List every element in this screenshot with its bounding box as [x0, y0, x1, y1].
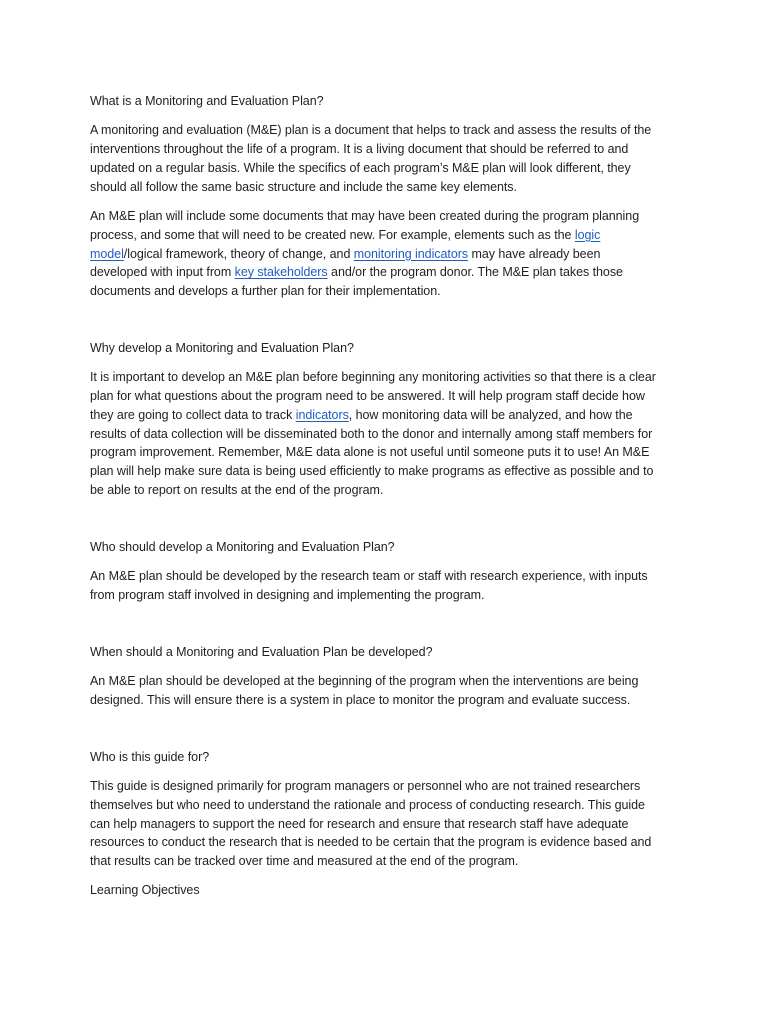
text-run: plan will help make sure data is being used efficiently to make programs as effective as possible and to [90, 464, 654, 479]
text-line [90, 833, 695, 852]
text-run: be able to report on results at the end of the program. [90, 483, 384, 498]
document-body [90, 92, 695, 900]
text-run: It is important to develop an M&E plan before beginning any monitoring activities so that there is a clear [90, 370, 656, 385]
text-line [90, 178, 695, 197]
text-run: and/or the program donor. The M&E plan takes those [327, 265, 623, 280]
text-run: updated on a regular basis. While the specifics of each program’s M&E plan will look different, they [90, 160, 631, 175]
text-run: interventions throughout the life of a program. It is a living document that should be referred to and [90, 142, 629, 157]
hyperlink[interactable]: logic [574, 227, 601, 242]
paragraph [90, 121, 695, 196]
paragraph [90, 368, 695, 500]
text-run: themselves but who need to understand the rationale and process of conducting research. This guide [90, 797, 645, 812]
text-line [90, 368, 695, 387]
section-heading: Why develop a Monitoring and Evaluation Plan? [90, 340, 354, 355]
text-run: results of data collection will be disseminated both to the donor and internally among staff members for [90, 426, 653, 441]
text-line [90, 777, 695, 796]
text-run: resources to conduct the research that is needed to be certain that the program is evidence based and [90, 835, 652, 850]
text-line [90, 245, 695, 264]
section-spacer [90, 710, 695, 748]
text-run: from program staff involved in designing and implementing the program. [90, 587, 485, 602]
text-run: can help managers to support the need for research and ensure that research staff have adequate [90, 816, 629, 831]
text-line [90, 815, 695, 834]
text-run: documents and develops a further plan for their implementation. [90, 284, 441, 299]
text-run: may have already been [468, 246, 601, 261]
section-spacer [90, 301, 695, 339]
text-run: , how monitoring data will be analyzed, and how the [348, 407, 633, 422]
hyperlink[interactable]: model [90, 246, 124, 261]
paragraph [90, 567, 695, 605]
text-line [90, 586, 695, 605]
text-run: program improvement. Remember, M&E data alone is not useful until someone puts it to use! An M&E [90, 445, 650, 460]
text-line [90, 387, 695, 406]
hyperlink[interactable]: monitoring indicators [353, 246, 469, 261]
text-line [90, 672, 695, 691]
text-line [90, 121, 695, 140]
text-run: developed with input from [90, 265, 235, 280]
paragraph [90, 777, 695, 871]
text-line [90, 159, 695, 178]
paragraph [90, 881, 695, 900]
text-line [90, 406, 695, 425]
text-run: A monitoring and evaluation (M&E) plan is a document that helps to track and assess the results of the [90, 123, 652, 138]
section-spacer [90, 500, 695, 538]
section-heading: When should a Monitoring and Evaluation Plan be developed? [90, 644, 433, 659]
text-run: they are going to collect data to track [90, 407, 296, 422]
text-run: should all follow the same basic structure and include the same key elements. [90, 179, 517, 194]
text-run: designed. This will ensure there is a system in place to monitor the program and evaluate success. [90, 692, 631, 707]
text-line [90, 567, 695, 586]
text-run: process, and some that will need to be created new. For example, elements such as the [90, 227, 575, 242]
text-line [90, 881, 695, 900]
text-run: An M&E plan will include some documents that may have been created during the program planning [90, 208, 640, 223]
hyperlink[interactable]: key stakeholders [234, 265, 328, 280]
text-run: An M&E plan should be developed at the beginning of the program when the interventions are being [90, 674, 639, 689]
text-line [90, 691, 695, 710]
text-run: plan for what questions about the program need to be answered. It will help program staff decide how [90, 389, 645, 404]
section-heading: What is a Monitoring and Evaluation Plan? [90, 94, 324, 108]
paragraph [90, 207, 695, 301]
text-line [90, 263, 695, 282]
text-run: /logical framework, theory of change, and [123, 246, 354, 261]
hyperlink[interactable]: indicators [295, 407, 349, 422]
text-run: An M&E plan should be developed by the research team or staff with research experience, with inputs [90, 569, 648, 584]
section-spacer [90, 605, 695, 643]
text-line [90, 796, 695, 815]
text-line [90, 443, 695, 462]
text-line [90, 425, 695, 444]
text-run: This guide is designed primarily for program managers or personnel who are not trained researchers [90, 778, 641, 793]
section-heading: Who should develop a Monitoring and Evaluation Plan? [90, 539, 395, 554]
text-line [90, 140, 695, 159]
text-line [90, 226, 695, 245]
text-run: Learning Objectives [90, 883, 200, 898]
text-line [90, 481, 695, 500]
text-line [90, 852, 695, 871]
text-line [90, 462, 695, 481]
text-line [90, 282, 695, 301]
section-heading: Who is this guide for? [90, 749, 210, 764]
paragraph [90, 672, 695, 710]
text-line [90, 207, 695, 226]
text-run: that results can be tracked over time and measured at the end of the program. [90, 854, 519, 869]
